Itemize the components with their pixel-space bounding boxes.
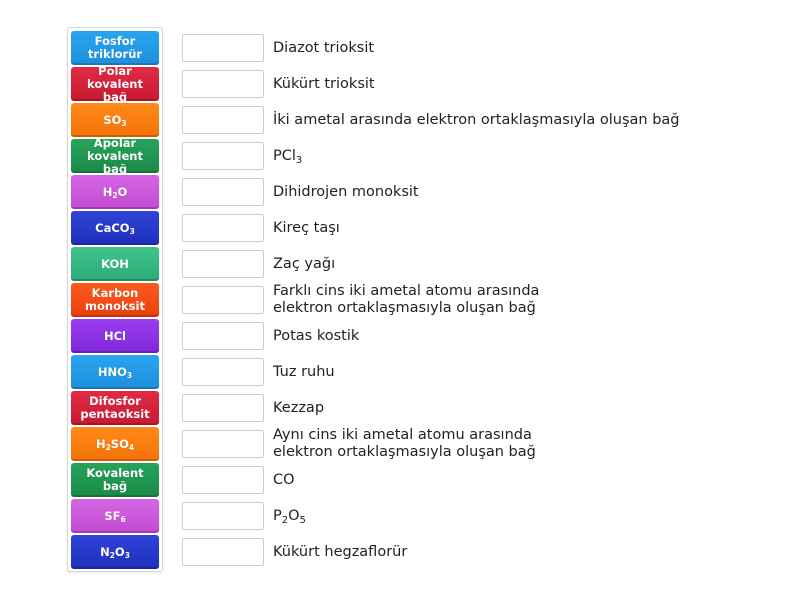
drop-box[interactable] [182, 322, 264, 350]
target-label: Zaç yağı [273, 255, 336, 272]
match-row [182, 70, 742, 100]
tile-label: $H_2SO_4$ [95, 436, 135, 452]
draggable-tile[interactable] [71, 427, 159, 461]
draggable-tile[interactable] [71, 535, 159, 569]
tile-label: Difosfor pentaoksit [80, 394, 150, 421]
drop-box[interactable] [182, 538, 264, 566]
drop-box[interactable] [182, 430, 264, 458]
tile-label: Karbon monoksit [85, 286, 145, 313]
target-label: $P_2O_5$ [273, 507, 306, 526]
drop-box[interactable] [182, 358, 264, 386]
match-row [182, 427, 742, 460]
drop-box[interactable] [182, 34, 264, 62]
target-label: İki ametal arasında elektron ortaklaşmasıyla oluşan bağ [273, 111, 680, 128]
drop-box[interactable] [182, 142, 264, 170]
target-label: PCl$_3$ [273, 147, 303, 166]
drop-box[interactable] [182, 394, 264, 422]
match-row [182, 250, 742, 280]
draggable-tile[interactable] [71, 499, 159, 533]
draggable-tile[interactable] [71, 103, 159, 137]
match-row [182, 466, 742, 496]
match-row [182, 322, 742, 352]
match-row [182, 502, 742, 532]
match-row [182, 178, 742, 208]
draggable-tile[interactable] [71, 211, 159, 245]
draggable-tile[interactable] [71, 355, 159, 389]
draggable-tile[interactable] [71, 31, 159, 65]
tile-label: Kovalent bağ [86, 466, 144, 493]
draggable-tile[interactable] [71, 391, 159, 425]
target-label: Tuz ruhu [273, 363, 335, 380]
target-label: Potas kostik [273, 327, 360, 344]
drop-box[interactable] [182, 106, 264, 134]
tile-label: Polar kovalent bağ [87, 63, 143, 104]
tile-label: CaCO$_3$ [95, 220, 135, 236]
draggable-tile[interactable] [71, 63, 159, 104]
draggable-tile[interactable] [71, 463, 159, 497]
tile-label: KOH [101, 256, 129, 271]
drop-box[interactable] [182, 502, 264, 530]
match-row [182, 34, 742, 64]
tile-label: $SO_3$ [103, 112, 127, 128]
drop-box[interactable] [182, 286, 264, 314]
target-label: Diazot trioksit [273, 39, 375, 56]
target-label: CO [273, 471, 295, 488]
tile-label: Fosfor triklorür [87, 34, 143, 61]
draggable-tile[interactable] [71, 319, 159, 353]
match-row [182, 106, 742, 136]
draggable-tile[interactable] [71, 283, 159, 317]
match-row [182, 538, 742, 568]
tile-label: Apolar kovalent bağ [87, 135, 143, 176]
tile-bank [67, 27, 163, 572]
target-label: Kireç taşı [273, 219, 340, 236]
tile-label: $HNO_3$ [97, 364, 133, 380]
tile-label: HCl [103, 328, 126, 343]
match-row [182, 358, 742, 388]
tile-label: $H_2O$ [102, 184, 128, 200]
drop-box[interactable] [182, 178, 264, 206]
target-label: Aynı cins iki ametal atomu arasında elektron ortaklaşmasıyla oluşan bağ [273, 427, 536, 460]
drop-box[interactable] [182, 70, 264, 98]
draggable-tile[interactable] [71, 135, 159, 176]
target-label: Dihidrojen monoksit [273, 183, 419, 200]
target-label: Farklı cins iki ametal atomu arasında elektron ortaklaşmasıyla oluşan bağ [273, 283, 540, 316]
drop-box[interactable] [182, 214, 264, 242]
match-row [182, 394, 742, 424]
tile-label: $SF_6$ [104, 508, 126, 524]
match-row [182, 283, 742, 316]
target-label: Kezzap [273, 399, 325, 416]
draggable-tile[interactable] [71, 175, 159, 209]
match-row [182, 214, 742, 244]
target-label: Kükürt hegzaflorür [273, 543, 408, 560]
target-label: Kükürt trioksit [273, 75, 375, 92]
drop-box[interactable] [182, 250, 264, 278]
tile-label: $N_2O_3$ [100, 544, 130, 560]
drop-box[interactable] [182, 466, 264, 494]
match-row [182, 142, 742, 172]
draggable-tile[interactable] [71, 247, 159, 281]
